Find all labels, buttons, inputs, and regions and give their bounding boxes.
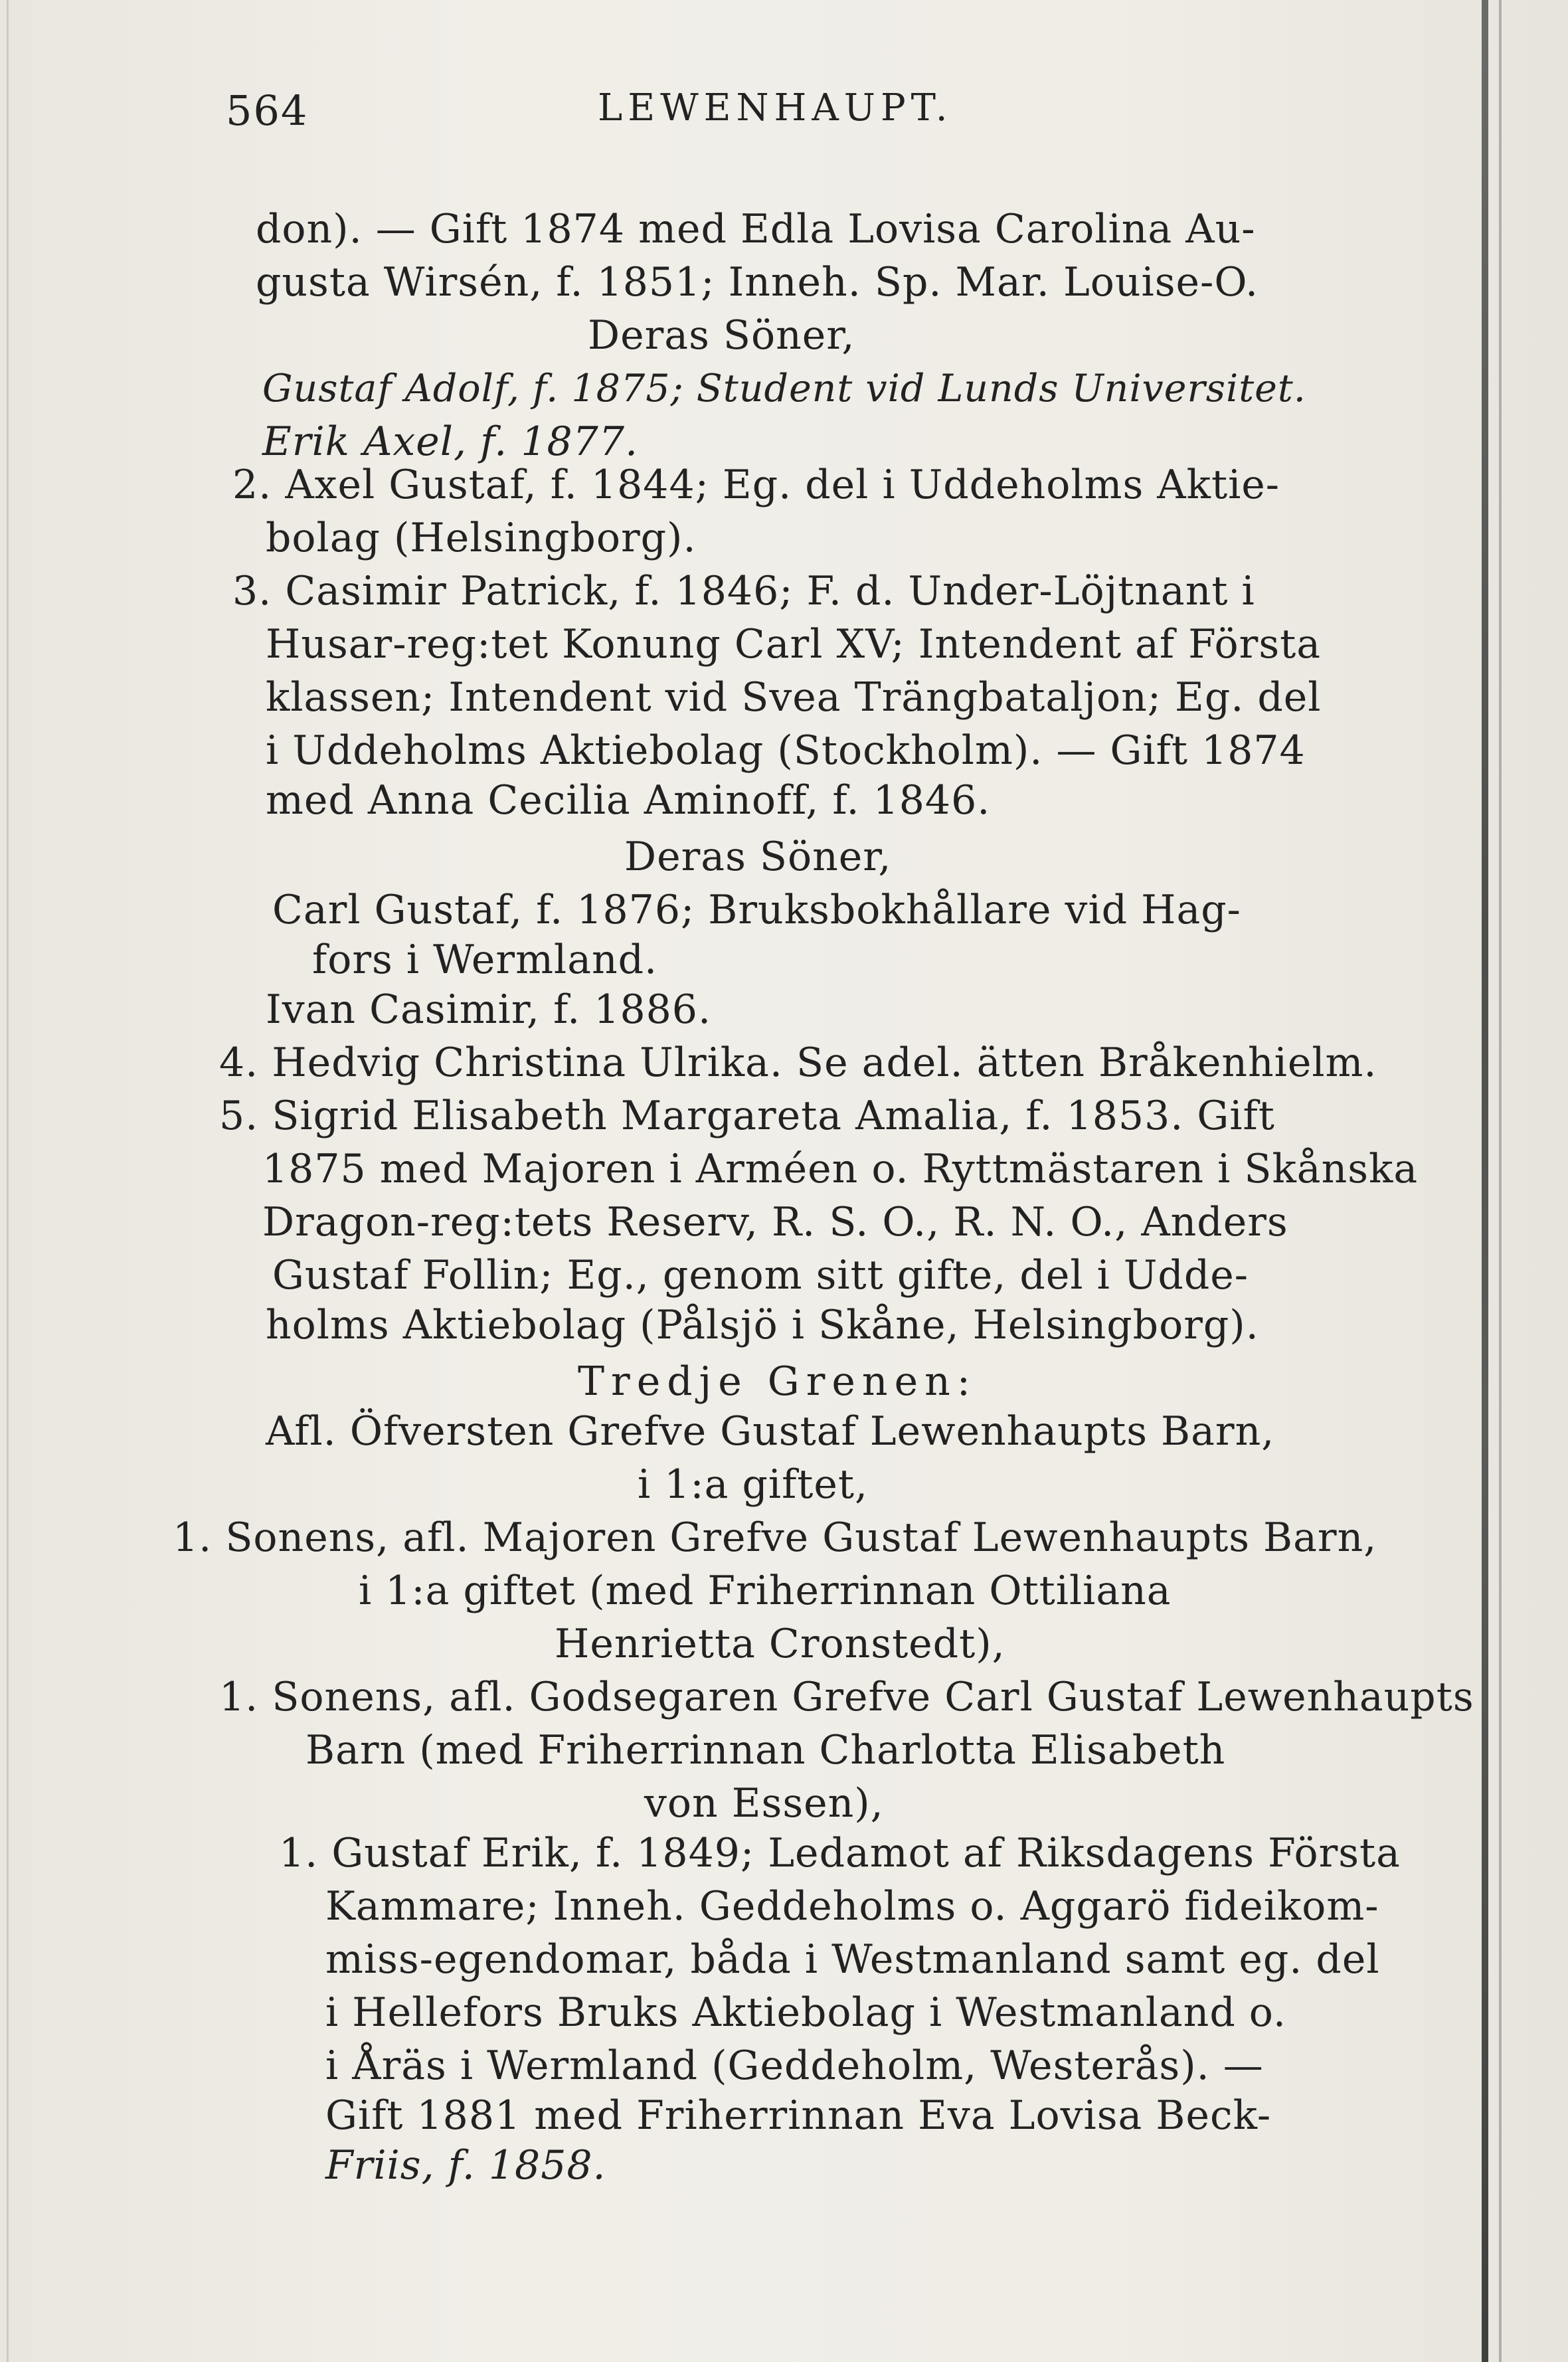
text-line: i 1:a giftet (med Friherrinnan Ottiliana (359, 1568, 1172, 1614)
text-line: 5. Sigrid Elisabeth Margareta Amalia, f. 1853. Gift (219, 1093, 1275, 1139)
text-line: bolag (Helsingborg). (266, 515, 697, 561)
text-line: Carl Gustaf, f. 1876; Bruksbokhållare vid Hag- (272, 887, 1241, 933)
text-line: Afl. Öfversten Grefve Gustaf Lewenhaupts Barn, (266, 1408, 1275, 1455)
text-line: 1. Sonens, afl. Majoren Grefve Gustaf Lewenhaupts Barn, (173, 1514, 1377, 1561)
text-line: 4. Hedvig Christina Ulrika. Se adel. ätten Bråkenhielm. (219, 1040, 1377, 1086)
text-line: i Åräs i Wermland (Geddeholm, Westerås). — (325, 2043, 1264, 2089)
text-line: Henrietta Cronstedt), (555, 1621, 1005, 1667)
book-spine (1482, 0, 1488, 2362)
text-line: Dragon-reg:tets Reserv, R. S. O., R. N. O., Anders (262, 1199, 1288, 1245)
text-line: i 1:a giftet, (638, 1461, 869, 1508)
text-line: i Uddeholms Aktiebolag (Stockholm). — Gift 1874 (266, 727, 1306, 774)
text-line: klassen; Intendent vid Svea Trängbataljon; Eg. del (266, 674, 1322, 721)
text-line: Gustaf Adolf, f. 1875; Student vid Lunds Universitet. (262, 367, 1306, 410)
text-line: von Essen), (644, 1780, 884, 1827)
book-spine-shadow (1499, 0, 1502, 2362)
text-line: miss-egendomar, båda i Westmanland samt eg. del (325, 1936, 1380, 1983)
text-line: 1875 med Majoren i Arméen o. Ryttmästaren i Skånska (262, 1146, 1419, 1192)
text-line: 1. Gustaf Erik, f. 1849; Ledamot af Riksdagens Första (279, 1830, 1401, 1876)
text-line: Gustaf Follin; Eg., genom sitt gifte, del i Udde- (272, 1252, 1249, 1299)
section-heading: Tredje Grenen: (578, 1358, 977, 1405)
text-line: gusta Wirsén, f. 1851; Inneh. Sp. Mar. Louise-O. (256, 259, 1259, 306)
text-line: Erik Axel, f. 1877. (262, 418, 639, 465)
text-line: Deras Söner, (624, 834, 892, 880)
page-edge (7, 0, 9, 2362)
text-line: med Anna Cecilia Aminoff, f. 1846. (266, 777, 991, 824)
text-line: Barn (med Friherrinnan Charlotta Elisabeth (305, 1727, 1226, 1773)
text-line: Ivan Casimir, f. 1886. (266, 986, 712, 1033)
running-title: LEWENHAUPT. (598, 86, 953, 130)
text-line: Gift 1881 med Friherrinnan Eva Lovisa Beck- (325, 2092, 1272, 2139)
text-line: holms Aktiebolag (Pålsjö i Skåne, Helsingborg). (266, 1302, 1259, 1348)
text-line: Husar-reg:tet Konung Carl XV; Intendent af Första (266, 621, 1321, 668)
text-line: don). — Gift 1874 med Edla Lovisa Carolina Au- (256, 206, 1256, 252)
text-line: fors i Wermland. (312, 937, 658, 983)
text-line: 3. Casimir Patrick, f. 1846; F. d. Under-Löjtnant i (232, 568, 1255, 614)
text-line: Friis, f. 1858. (325, 2142, 606, 2189)
text-line: Deras Söner, (588, 312, 855, 359)
text-line: Kammare; Inneh. Geddeholms o. Aggarö fideikom- (325, 1883, 1379, 1930)
page-header (226, 86, 1342, 139)
page-number: 564 (226, 86, 309, 135)
text-line: i Hellefors Bruks Aktiebolag i Westmanland o. (325, 1989, 1286, 2036)
text-line: 2. Axel Gustaf, f. 1844; Eg. del i Uddeholms Aktie- (232, 462, 1280, 508)
text-line: 1. Sonens, afl. Godsegaren Grefve Carl Gustaf Lewenhaupts (219, 1674, 1474, 1720)
